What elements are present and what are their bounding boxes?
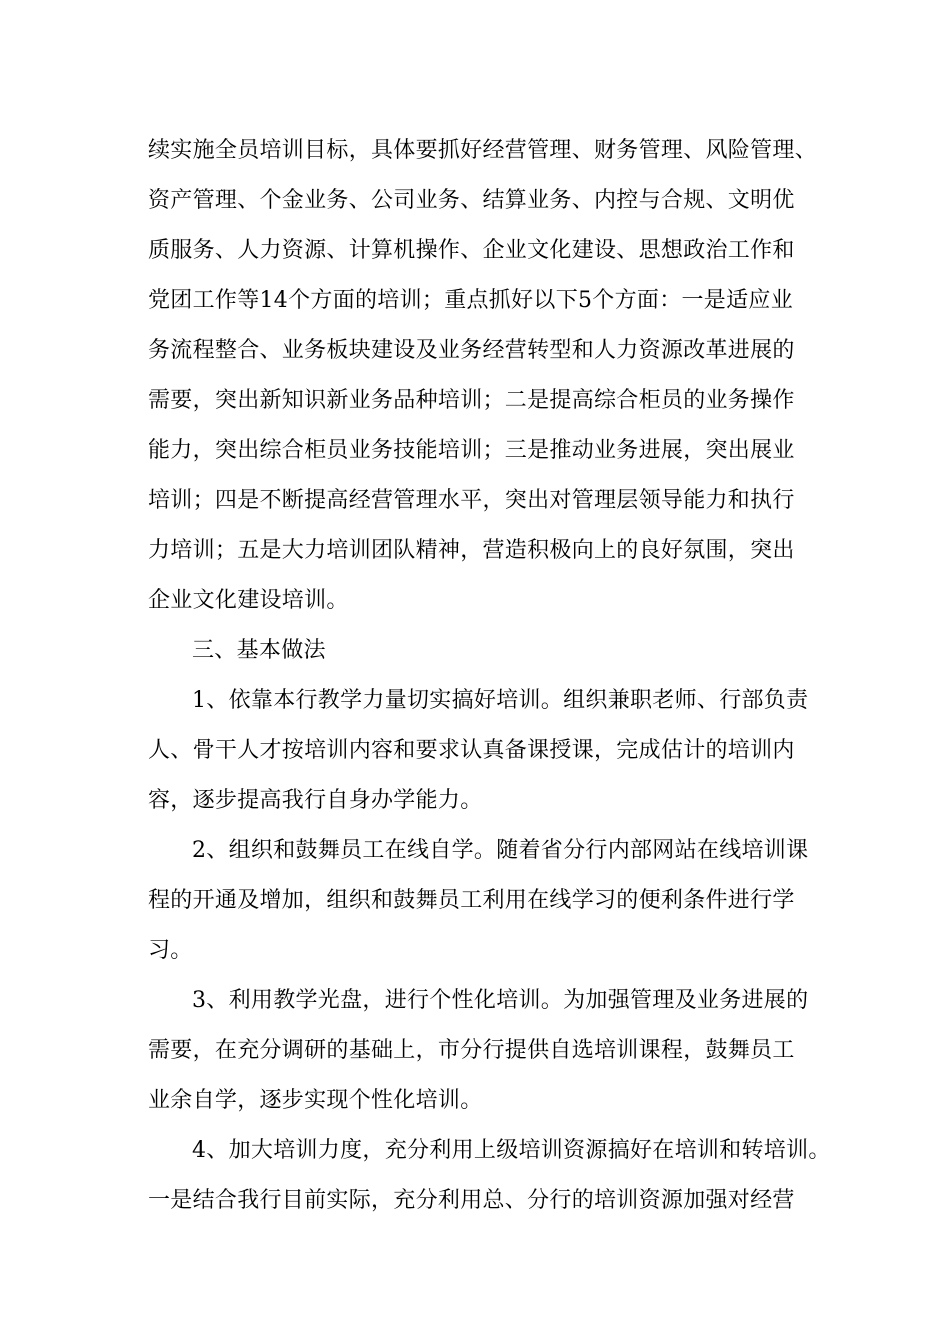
text-line: 培训；四是不断提高经营管理水平，突出对管理层领导能力和执行 — [148, 488, 795, 513]
text-line: 企业文化建设培训。 — [148, 588, 349, 613]
text-line: 续实施全员培训目标，具体要抓好经营管理、财务管理、风险管理、 — [148, 138, 818, 163]
text-line: 力培训；五是大力培训团队精神，营造积极向上的良好氛围，突出 — [148, 538, 795, 563]
text-line: 能力，突出综合柜员业务技能培训；三是推动业务进展，突出展业 — [148, 438, 795, 463]
text-line: 程的开通及增加，组织和鼓舞员工利用在线学习的便利条件进行学 — [148, 888, 795, 913]
text-line: 业余自学，逐步实现个性化培训。 — [148, 1088, 483, 1113]
text-line: 2、组织和鼓舞员工在线自学。随着省分行内部网站在线培训课 — [192, 838, 809, 863]
text-line: 3、利用教学光盘，进行个性化培训。为加强管理及业务进展的 — [192, 988, 809, 1013]
text-line: 人、骨干人才按培训内容和要求认真备课授课，完成估计的培训内 — [148, 738, 795, 763]
text-line: 党团工作等14个方面的培训；重点抓好以下5个方面：一是适应业 — [148, 288, 793, 313]
text-line: 资产管理、个金业务、公司业务、结算业务、内控与合规、文明优 — [148, 188, 795, 213]
text-line: 质服务、人力资源、计算机操作、企业文化建设、思想政治工作和 — [148, 238, 795, 263]
section-heading: 三、基本做法 — [192, 638, 326, 663]
text-line: 4、加大培训力度，充分利用上级培训资源搞好在培训和转培训。 — [192, 1138, 831, 1163]
text-line: 容，逐步提高我行自身办学能力。 — [148, 788, 483, 813]
text-line: 一是结合我行目前实际，充分利用总、分行的培训资源加强对经营 — [148, 1188, 795, 1213]
text-line: 需要，突出新知识新业务品种培训；二是提高综合柜员的业务操作 — [148, 388, 795, 413]
text-line: 习。 — [148, 938, 193, 963]
text-line: 务流程整合、业务板块建设及业务经营转型和人力资源改革进展的 — [148, 338, 795, 363]
text-line: 1、依靠本行教学力量切实搞好培训。组织兼职老师、行部负责 — [192, 688, 809, 713]
text-line: 需要，在充分调研的基础上，市分行提供自选培训课程，鼓舞员工 — [148, 1038, 795, 1063]
